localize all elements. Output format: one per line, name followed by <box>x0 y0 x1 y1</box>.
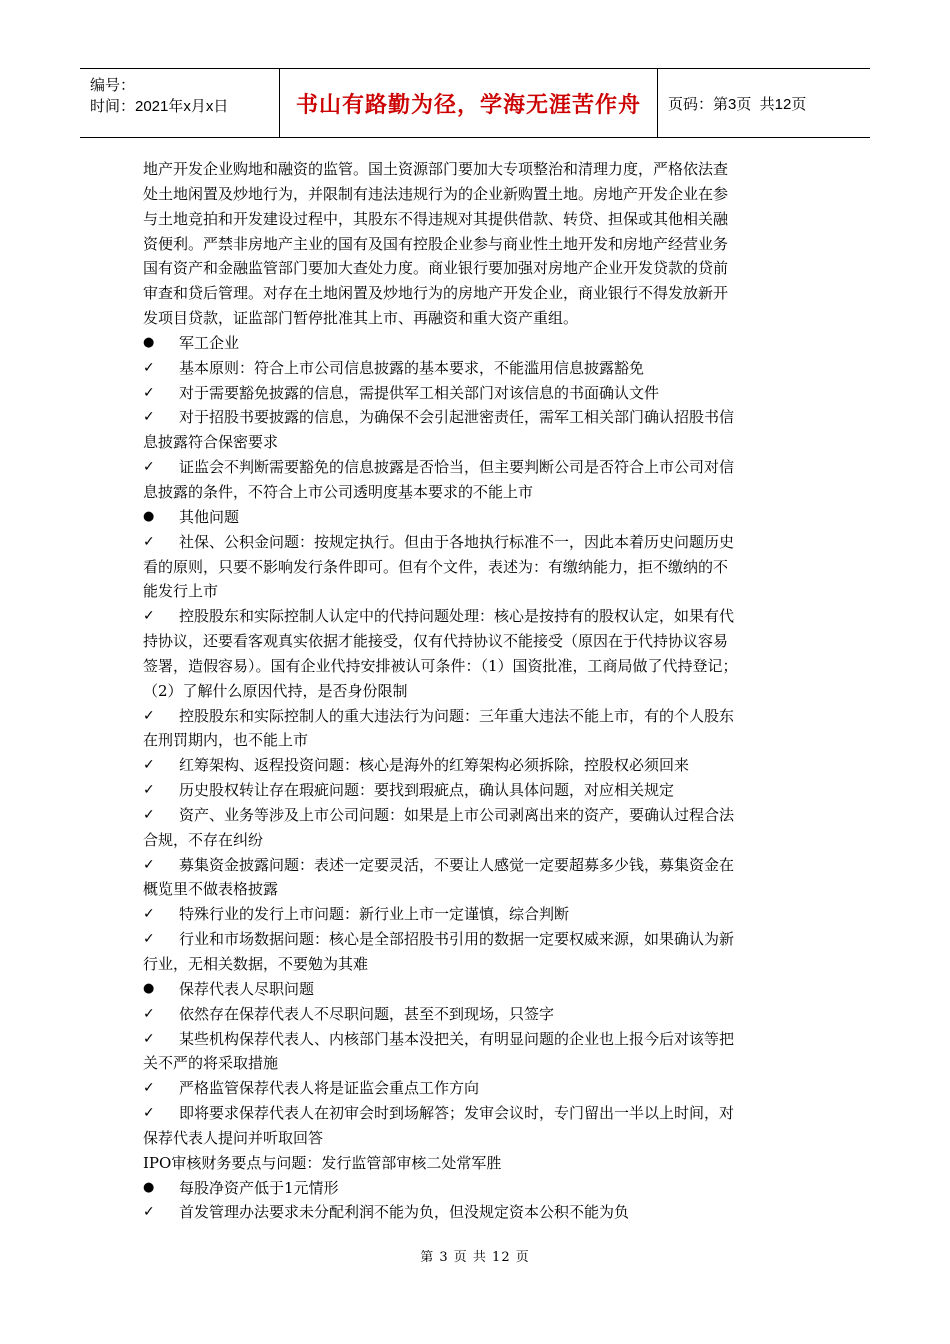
bullet-icon: ● <box>143 508 155 524</box>
header-page-label: 页码：第3页 共12页 <box>668 95 807 113</box>
text-line <box>143 952 813 977</box>
header-table <box>80 68 870 138</box>
checkmark-icon: ✓ <box>143 608 155 625</box>
check-item-line <box>143 604 813 629</box>
text-line <box>143 1126 813 1151</box>
checkmark-icon: ✓ <box>143 359 155 376</box>
text-line <box>143 1151 813 1176</box>
check-item-line <box>143 1027 813 1052</box>
check-item-line <box>143 405 813 430</box>
check-item-line <box>143 381 813 406</box>
line-text: 依然存在保荐代表人不尽职问题，甚至不到现场，只签字 <box>179 1004 555 1023</box>
text-line <box>143 1051 813 1076</box>
text-line <box>143 207 813 232</box>
line-text: IPO审核财务要点与问题：发行监管部审核二处常军胜 <box>143 1153 502 1172</box>
line-text: 社保、公积金问题：按规定执行。但由于各地执行标准不一，因此本着历史问题历史 <box>179 532 735 551</box>
check-item-line <box>143 753 813 778</box>
line-text: 军工企业 <box>179 333 240 352</box>
bullet-heading-line <box>143 505 813 530</box>
checkmark-icon: ✓ <box>143 459 155 476</box>
checkmark-icon: ✓ <box>143 757 155 774</box>
checkmark-icon: ✓ <box>143 931 155 948</box>
text-line <box>143 281 813 306</box>
line-text: 首发管理办法要求未分配利润不能为负，但没规定资本公积不能为负 <box>179 1203 630 1222</box>
checkmark-icon: ✓ <box>143 1105 155 1122</box>
bullet-heading-line <box>143 977 813 1002</box>
line-text: 对于需要豁免披露的信息，需提供军工相关部门对该信息的书面确认文件 <box>179 383 660 402</box>
line-text: 其他问题 <box>179 507 240 526</box>
check-item-line <box>143 455 813 480</box>
check-item-line <box>143 704 813 729</box>
checkmark-icon: ✓ <box>143 533 155 550</box>
line-text: 行业，无相关数据，不要勉为其难 <box>143 955 369 973</box>
text-line <box>143 679 813 704</box>
line-text: 特殊行业的发行上市问题：新行业上市一定谨慎，综合判断 <box>179 905 570 924</box>
line-text: 关不严的将采取措施 <box>143 1054 279 1073</box>
text-line <box>143 629 813 654</box>
line-text: 资产、业务等涉及上市公司问题：如果是上市公司剥离出来的资产，要确认过程合法 <box>179 805 735 824</box>
line-text: 严格监管保荐代表人将是证监会重点工作方向 <box>179 1079 480 1098</box>
text-line <box>143 232 813 257</box>
text-line <box>143 579 813 604</box>
check-item-line <box>143 1101 813 1126</box>
text-line <box>143 157 813 182</box>
checkmark-icon: ✓ <box>143 1204 155 1221</box>
line-text: 与土地竞拍和开发建设过程中，其股东不得违规对其提供借款、转贷、担保或其他相关融 <box>143 209 729 228</box>
line-text: 某些机构保荐代表人、内核部门基本没把关，有明显问题的企业也上报今后对该等把 <box>179 1029 735 1048</box>
page-footer: 第 3 页 共 12 页 <box>420 1250 530 1265</box>
line-text: 保荐代表人尽职问题 <box>179 979 315 998</box>
checkmark-icon: ✓ <box>143 409 155 426</box>
checkmark-icon: ✓ <box>143 856 155 873</box>
line-text: 处土地闲置及炒地行为，并限制有违法违规行为的企业新购置土地。房地产开发企业在参 <box>143 184 729 203</box>
bullet-icon: ● <box>143 980 155 996</box>
text-line <box>143 828 813 853</box>
text-line <box>143 182 813 207</box>
line-text: 概览里不做表格披露 <box>143 880 279 899</box>
checkmark-icon: ✓ <box>143 906 155 923</box>
header-left-cell <box>80 69 280 137</box>
line-text: 募集资金披露问题：表述一定要灵活，不要让人感觉一定要超募多少钱，募集资金在 <box>179 855 735 874</box>
line-text: 在刑罚期内，也不能上市 <box>143 731 309 750</box>
text-line <box>143 430 813 455</box>
line-text: 看的原则，只要不影响发行条件即可。但有个文件，表述为：有缴纳能力，拒不缴纳的不 <box>143 557 729 576</box>
check-item-line <box>143 853 813 878</box>
document-body <box>143 157 813 1225</box>
check-item-line <box>143 356 813 381</box>
time-label: 时间：2021年x月x日 <box>90 98 229 115</box>
text-line <box>143 654 813 679</box>
line-text: 基本原则：符合上市公司信息披露的基本要求，不能滥用信息披露豁免 <box>179 358 645 377</box>
line-text: 控股股东和实际控制人的重大违法行为问题：三年重大违法不能上市，有的个人股东 <box>179 706 735 725</box>
bullet-icon: ● <box>143 334 155 350</box>
line-text: 息披露符合保密要求 <box>143 433 279 452</box>
check-item-line <box>143 778 813 803</box>
line-text: 证监会不判断需要豁免的信息披露是否恰当，但主要判断公司是否符合上市公司对信 <box>179 458 735 477</box>
motto-text: 书山有路勤为径，学海无涯苦作舟 <box>280 69 658 137</box>
number-label: 编号： <box>90 77 136 94</box>
checkmark-icon: ✓ <box>143 707 155 724</box>
line-text: 合规，不存在纠纷 <box>143 830 264 849</box>
line-text: 保荐代表人提问并听取回答 <box>143 1128 324 1147</box>
checkmark-icon: ✓ <box>143 384 155 401</box>
checkmark-icon: ✓ <box>143 1080 155 1097</box>
text-line <box>143 555 813 580</box>
bullet-heading-line <box>143 1176 813 1201</box>
check-item-line <box>143 1076 813 1101</box>
line-text: 对于招股书要披露的信息，为确保不会引起泄密责任，需军工相关部门确认招股书信 <box>179 408 735 427</box>
line-text: 控股股东和实际控制人认定中的代持问题处理：核心是按持有的股权认定，如果有代 <box>179 607 735 626</box>
checkmark-icon: ✓ <box>143 1005 155 1022</box>
line-text: 审查和贷后管理。对存在土地闲置及炒地行为的房地产开发企业，商业银行不得发放新开 <box>143 284 729 303</box>
line-text: （2）了解什么原因代持，是否身份限制 <box>143 681 408 700</box>
check-item-line <box>143 902 813 927</box>
line-text: 能发行上市 <box>143 582 219 601</box>
line-text: 资便利。严禁非房地产主业的国有及国有控股企业参与商业性土地开发和房地产经营业务 <box>143 234 729 253</box>
line-text: 签署，造假容易）。国有企业代持安排被认可条件：（1）国资批准，工商局做了代持登记； <box>143 656 738 675</box>
line-text: 国有资产和金融监管部门要加大查处力度。商业银行要加强对房地产企业开发贷款的贷前 <box>143 259 729 278</box>
line-text: 持协议，还要看客观真实依据才能接受，仅有代持协议不能接受（原因在于代持协议容易 <box>143 632 729 651</box>
check-item-line <box>143 803 813 828</box>
checkmark-icon: ✓ <box>143 806 155 823</box>
line-text: 行业和市场数据问题：核心是全部招股书引用的数据一定要权威来源，如果确认为新 <box>179 930 735 949</box>
bullet-icon: ● <box>143 1179 155 1195</box>
header-page-cell <box>658 69 870 137</box>
line-text: 即将要求保荐代表人在初审会时到场解答；发审会议时，专门留出一半以上时间，对 <box>179 1104 735 1123</box>
line-text: 历史股权转让存在瑕疵问题：要找到瑕疵点，确认具体问题，对应相关规定 <box>179 781 675 800</box>
line-text: 息披露的条件，不符合上市公司透明度基本要求的不能上市 <box>143 482 534 501</box>
line-text: 每股净资产低于1元情形 <box>179 1178 339 1197</box>
line-text: 红筹架构、返程投资问题：核心是海外的红筹架构必须拆除，控股权必须回来 <box>179 756 690 775</box>
line-text: 地产开发企业购地和融资的监管。国土资源部门要加大专项整治和清理力度，严格依法查 <box>143 160 729 178</box>
text-line <box>143 728 813 753</box>
check-item-line <box>143 530 813 555</box>
checkmark-icon: ✓ <box>143 782 155 799</box>
bullet-heading-line <box>143 331 813 356</box>
checkmark-icon: ✓ <box>143 1030 155 1047</box>
check-item-line <box>143 1200 813 1225</box>
text-line <box>143 306 813 331</box>
text-line <box>143 480 813 505</box>
line-text: 发项目贷款，证监部门暂停批准其上市、再融资和重大资产重组。 <box>143 309 579 328</box>
text-line <box>143 877 813 902</box>
check-item-line <box>143 927 813 952</box>
check-item-line <box>143 1002 813 1027</box>
text-line <box>143 256 813 281</box>
